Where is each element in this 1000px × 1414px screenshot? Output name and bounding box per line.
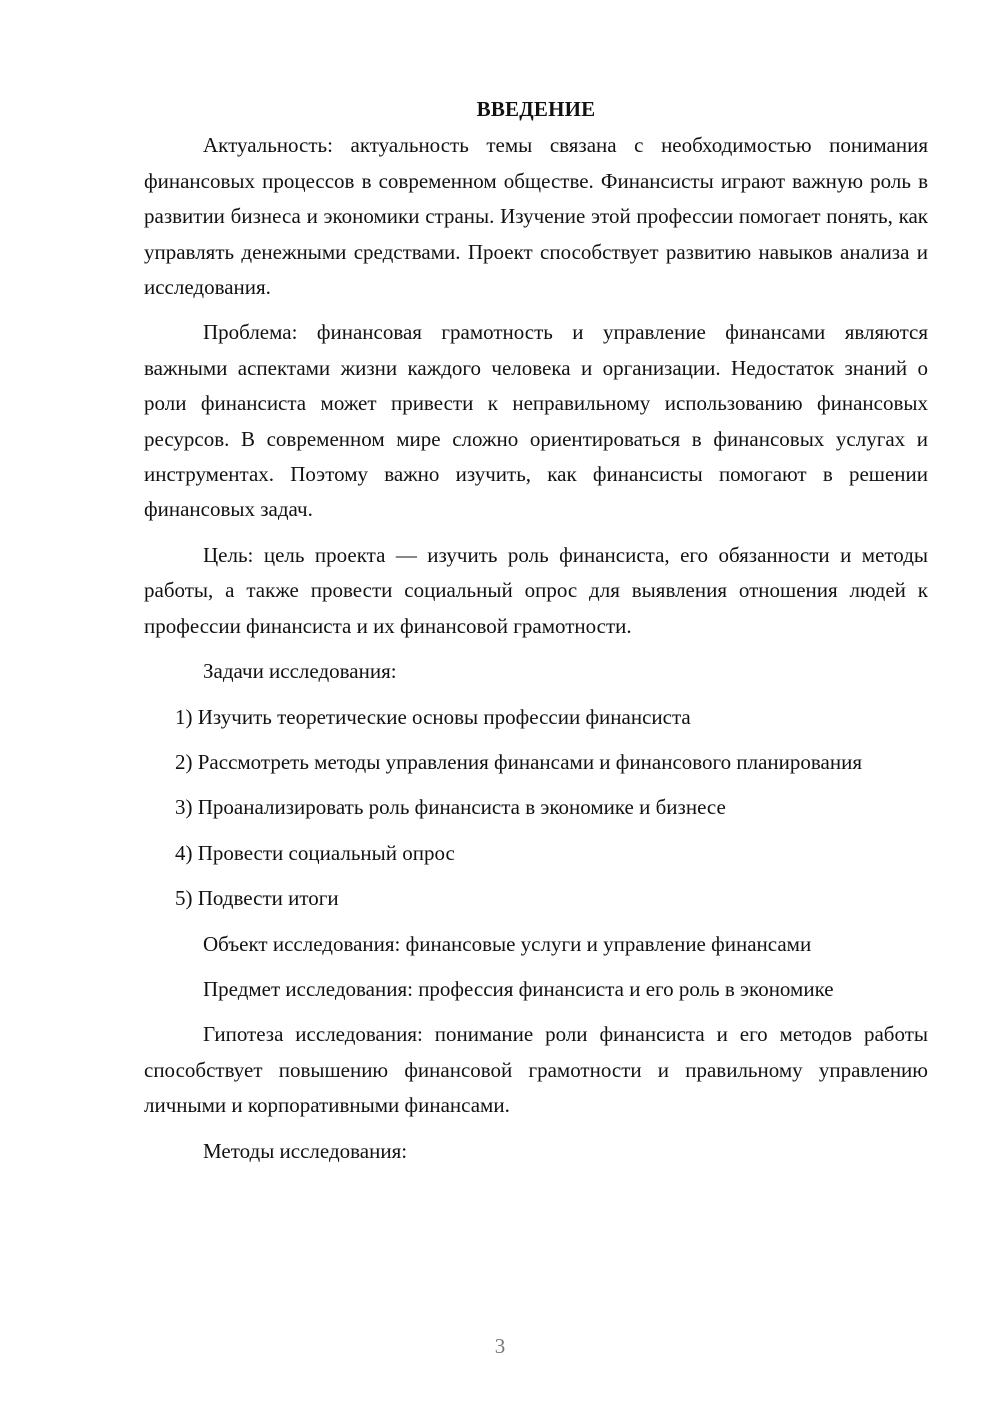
hypothesis-paragraph: Гипотеза исследования: понимание роли финансиста и его методов работы способствует повышению финансовой грамотности и правильному управлению личными и корпоративными финансами. <box>144 1022 928 1118</box>
task-item-5: 5) Подвести итоги <box>175 886 339 911</box>
document-page <box>144 92 928 1179</box>
section-title: ВВЕДЕНИЕ <box>476 97 596 121</box>
goal-paragraph: Цель: цель проекта — изучить роль финансиста, его обязанности и методы работы, а также провести социальный опрос для выявления отношения людей к профессии финансиста и их финансовой грамотности. <box>144 542 928 638</box>
tasks-list <box>144 700 928 917</box>
subject-paragraph: Предмет исследования: профессия финансиста и его роль в экономике <box>203 976 834 1001</box>
object-paragraph: Объект исследования: финансовые услуги и управление финансами <box>203 931 812 956</box>
task-item-2: 2) Рассмотреть методы управления финансами и финансового планирования <box>175 749 862 774</box>
task-item-1: 1) Изучить теоретические основы профессии финансиста <box>175 704 691 729</box>
methods-heading: Методы исследования: <box>203 1138 408 1163</box>
relevance-paragraph: Актуальность: актуальность темы связана с необходимостью понимания финансовых процессов в современном обществе. Финансисты играют важную роль в развитии бизнеса и экономики страны. Изучение этой профессии помогает понять, как управлять денежными средствами. Проект способствует развитию навыков анализа и исследования. <box>144 133 928 300</box>
task-item-4: 4) Провести социальный опрос <box>175 840 455 865</box>
page-number: 3 <box>494 1334 506 1358</box>
problem-paragraph: Проблема: финансовая грамотность и управление финансами являются важными аспектами жизни каждого человека и организации. Недостаток знаний о роли финансиста может привести к неправильному использованию финансовых ресурсов. В современном мире сложно ориентироваться в финансовых услугах и инструментах. Поэтому важно изучить, как финансисты помогают в решении финансовых задач. <box>144 320 928 522</box>
task-item-3: 3) Проанализировать роль финансиста в экономике и бизнесе <box>175 795 726 820</box>
tasks-heading: Задачи исследования: <box>203 659 397 684</box>
